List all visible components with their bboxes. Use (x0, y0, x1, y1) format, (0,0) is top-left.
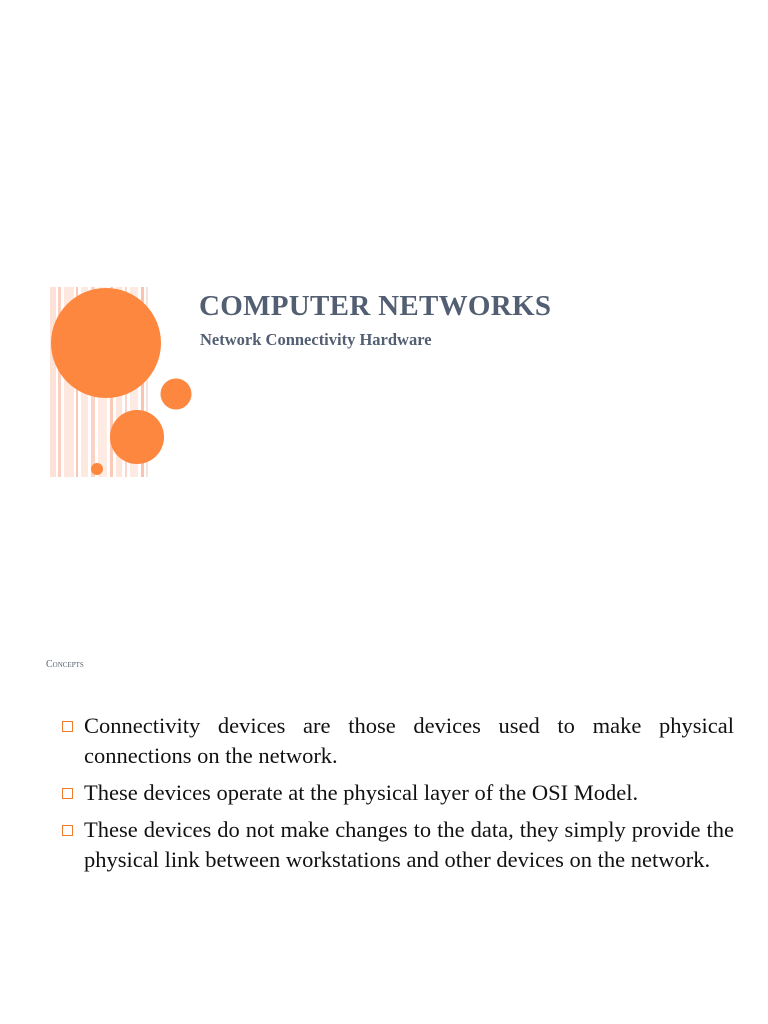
small-circle-icon (161, 379, 192, 410)
bullet-list (62, 711, 734, 882)
hollow-square-bullet-icon (62, 788, 73, 799)
orange-circles-decoration (50, 287, 192, 477)
large-circle-icon (51, 288, 161, 398)
list-item (62, 815, 734, 875)
hollow-square-bullet-icon (62, 825, 73, 836)
list-item (62, 778, 734, 808)
page-subtitle: Network Connectivity Hardware (200, 330, 432, 349)
section-label: Concepts (46, 659, 84, 670)
bullet-text: Connectivity devices are those devices used to make physical connections on the network. (84, 713, 734, 768)
bullet-text: These devices do not make changes to the data, they simply provide the physical link between workstations and other devices on the network. (84, 817, 734, 872)
hollow-square-bullet-icon (62, 721, 73, 732)
medium-circle-icon (110, 410, 164, 464)
title-block (199, 288, 739, 350)
tiny-circle-icon (91, 463, 103, 475)
list-item (62, 711, 734, 771)
bullet-text: These devices operate at the physical layer of the OSI Model. (84, 780, 639, 805)
page-title: COMPUTER NETWORKS (199, 290, 552, 322)
